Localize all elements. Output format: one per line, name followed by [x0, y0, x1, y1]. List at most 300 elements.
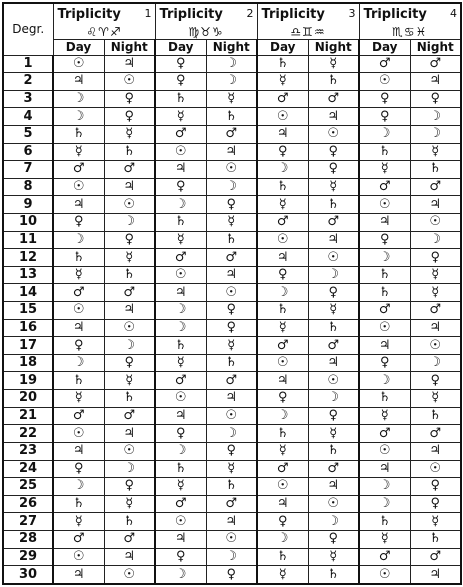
planet-symbol-icon: ☽: [378, 372, 391, 388]
day-ruler-cell: [257, 108, 308, 126]
night-ruler-cell: [104, 425, 155, 443]
planet-symbol-icon: ♄: [174, 337, 187, 353]
day-ruler-cell: [257, 73, 308, 91]
day-ruler-cell: [53, 442, 104, 460]
planet-symbol-icon: ♃: [174, 407, 187, 423]
planet-symbol-icon: ♀: [328, 284, 339, 300]
planet-symbol-icon: ☿: [278, 73, 287, 89]
planet-symbol-icon: ♃: [123, 548, 136, 564]
day-ruler-cell: [155, 354, 206, 372]
night-ruler-cell: [308, 548, 359, 566]
day-ruler-cell: [155, 73, 206, 91]
triplicity-number: 4: [450, 7, 457, 20]
night-ruler-cell: [104, 55, 155, 73]
day-ruler-cell: [257, 407, 308, 425]
night-ruler-cell: [308, 231, 359, 249]
night-ruler-cell: [104, 213, 155, 231]
night-ruler-cell: [410, 566, 461, 584]
planet-symbol-icon: ☿: [176, 478, 185, 494]
planet-symbol-icon: ☉: [327, 126, 340, 142]
day-ruler-cell: [257, 196, 308, 214]
day-ruler-cell: [359, 90, 410, 108]
night-ruler-cell: [308, 266, 359, 284]
day-ruler-cell: [359, 55, 410, 73]
planet-symbol-icon: ☿: [278, 443, 287, 459]
night-ruler-cell: [104, 302, 155, 320]
day-ruler-cell: [155, 55, 206, 73]
night-ruler-cell: [104, 143, 155, 161]
planet-symbol-icon: ☉: [174, 513, 187, 529]
day-ruler-cell: [155, 284, 206, 302]
night-ruler-cell: [410, 390, 461, 408]
night-ruler-cell: [104, 108, 155, 126]
day-ruler-cell: [359, 442, 410, 460]
day-ruler-cell: [359, 249, 410, 267]
planet-symbol-icon: ☉: [123, 73, 136, 89]
planet-symbol-icon: ☿: [74, 513, 83, 529]
planet-symbol-icon: ☉: [276, 108, 289, 124]
planet-symbol-icon: ♄: [123, 513, 136, 529]
planet-symbol-icon: ♄: [276, 548, 289, 564]
planet-symbol-icon: ♃: [72, 73, 85, 89]
planet-symbol-icon: ☉: [123, 566, 136, 582]
day-ruler-cell: [359, 143, 410, 161]
triplicity-signs: ♍♉♑: [188, 24, 224, 39]
day-ruler-cell: [257, 530, 308, 548]
planet-symbol-icon: ☽: [429, 126, 442, 142]
day-ruler-cell: [257, 143, 308, 161]
night-ruler-cell: [410, 161, 461, 179]
day-ruler-cell: [155, 548, 206, 566]
planet-symbol-icon: ♂: [276, 337, 289, 353]
night-ruler-cell: [104, 442, 155, 460]
planet-symbol-icon: ♂: [72, 284, 85, 300]
night-ruler-cell: [206, 108, 257, 126]
night-ruler-cell: [206, 566, 257, 584]
planet-symbol-icon: ☽: [225, 548, 238, 564]
planet-symbol-icon: ♃: [72, 319, 85, 335]
night-ruler-cell: [206, 513, 257, 531]
day-ruler-cell: [257, 513, 308, 531]
planet-symbol-icon: ☽: [378, 249, 391, 265]
night-ruler-cell: [206, 530, 257, 548]
planet-symbol-icon: ☿: [74, 390, 83, 406]
planet-symbol-icon: ☿: [431, 513, 440, 529]
planet-symbol-icon: ☿: [329, 55, 338, 71]
planet-symbol-icon: ♃: [225, 267, 238, 283]
planet-symbol-icon: ☿: [74, 267, 83, 283]
table-row: [3, 425, 461, 443]
day-ruler-cell: [155, 319, 206, 337]
planet-symbol-icon: ☽: [378, 126, 391, 142]
planet-symbol-icon: ♂: [174, 249, 187, 265]
day-ruler-cell: [53, 284, 104, 302]
degree-cell: 5: [3, 125, 53, 143]
planet-symbol-icon: ♂: [123, 161, 136, 177]
degree-cell: 26: [3, 495, 53, 513]
triplicity-title: Triplicity: [363, 7, 427, 22]
planet-symbol-icon: ♀: [124, 355, 135, 371]
planet-symbol-icon: ☉: [378, 73, 391, 89]
night-ruler-cell: [410, 249, 461, 267]
day-ruler-cell: [53, 372, 104, 390]
degree-cell: 2: [3, 73, 53, 91]
planet-symbol-icon: ♂: [378, 55, 391, 71]
day-ruler-cell: [155, 266, 206, 284]
planet-symbol-icon: ♀: [328, 161, 339, 177]
table-row: [3, 566, 461, 584]
planet-symbol-icon: ♃: [123, 302, 136, 318]
day-ruler-cell: [155, 513, 206, 531]
planet-symbol-icon: ♄: [225, 108, 238, 124]
day-ruler-cell: [359, 284, 410, 302]
planet-symbol-icon: ♂: [276, 460, 289, 476]
planet-symbol-icon: ☉: [72, 179, 85, 195]
table-row: [3, 478, 461, 496]
night-ruler-cell: [206, 231, 257, 249]
planet-symbol-icon: ☉: [72, 55, 85, 71]
planet-symbol-icon: ♂: [327, 460, 340, 476]
day-ruler-cell: [359, 372, 410, 390]
night-ruler-cell: [206, 337, 257, 355]
planet-symbol-icon: ♃: [72, 566, 85, 582]
planet-symbol-icon: ☉: [429, 214, 442, 230]
day-ruler-cell: [257, 566, 308, 584]
night-ruler-cell: [206, 73, 257, 91]
planet-symbol-icon: ♄: [276, 55, 289, 71]
planet-symbol-icon: ♄: [123, 390, 136, 406]
night-ruler-cell: [308, 213, 359, 231]
planet-symbol-icon: ☽: [276, 531, 289, 547]
table-row: [3, 284, 461, 302]
day-ruler-cell: [155, 90, 206, 108]
planet-symbol-icon: ☽: [174, 196, 187, 212]
day-ruler-cell: [155, 495, 206, 513]
degree-cell: 17: [3, 337, 53, 355]
planet-symbol-icon: ☽: [225, 179, 238, 195]
table-row: [3, 266, 461, 284]
planet-symbol-icon: ♃: [276, 249, 289, 265]
day-ruler-cell: [53, 196, 104, 214]
night-ruler-cell: [410, 530, 461, 548]
triplicity-table: [2, 2, 462, 585]
planet-symbol-icon: ♂: [429, 548, 442, 564]
night-ruler-cell: [206, 284, 257, 302]
planet-symbol-icon: ♃: [378, 214, 391, 230]
planet-symbol-icon: ♀: [277, 143, 288, 159]
day-ruler-cell: [359, 390, 410, 408]
planet-symbol-icon: ♀: [277, 390, 288, 406]
day-ruler-cell: [53, 161, 104, 179]
planet-symbol-icon: ♀: [430, 372, 441, 388]
night-ruler-cell: [410, 73, 461, 91]
day-ruler-cell: [155, 231, 206, 249]
night-ruler-cell: [206, 372, 257, 390]
planet-symbol-icon: ♄: [72, 496, 85, 512]
planet-symbol-icon: ☉: [72, 302, 85, 318]
night-ruler-cell: [410, 495, 461, 513]
night-ruler-cell: [104, 372, 155, 390]
planet-symbol-icon: ☽: [429, 108, 442, 124]
table-row: [3, 460, 461, 478]
planet-symbol-icon: ☉: [429, 337, 442, 353]
degree-cell: 9: [3, 196, 53, 214]
day-ruler-cell: [359, 125, 410, 143]
planet-symbol-icon: ☿: [278, 566, 287, 582]
day-ruler-cell: [359, 73, 410, 91]
day-ruler-cell: [155, 143, 206, 161]
day-ruler-cell: [359, 460, 410, 478]
planet-symbol-icon: ♄: [378, 267, 391, 283]
planet-symbol-icon: ☽: [72, 231, 85, 247]
planet-symbol-icon: ☿: [125, 496, 134, 512]
planet-symbol-icon: ♀: [328, 531, 339, 547]
day-ruler-cell: [53, 407, 104, 425]
night-ruler-cell: [410, 108, 461, 126]
day-ruler-cell: [155, 390, 206, 408]
planet-symbol-icon: ♃: [123, 55, 136, 71]
day-header: Day: [257, 39, 308, 55]
day-ruler-cell: [53, 319, 104, 337]
planet-symbol-icon: ♀: [175, 179, 186, 195]
table-row: [3, 108, 461, 126]
day-ruler-cell: [359, 108, 410, 126]
planet-symbol-icon: ☉: [72, 548, 85, 564]
planet-symbol-icon: ☉: [378, 566, 391, 582]
triplicity-title: Triplicity: [57, 7, 121, 22]
night-ruler-cell: [308, 390, 359, 408]
night-ruler-cell: [206, 90, 257, 108]
day-ruler-cell: [155, 407, 206, 425]
planet-symbol-icon: ♄: [123, 267, 136, 283]
planet-symbol-icon: ☉: [123, 196, 136, 212]
day-ruler-cell: [53, 495, 104, 513]
night-ruler-cell: [104, 284, 155, 302]
planet-symbol-icon: ♂: [174, 126, 187, 142]
night-ruler-cell: [308, 284, 359, 302]
planet-symbol-icon: ☉: [225, 161, 238, 177]
planet-symbol-icon: ♃: [276, 126, 289, 142]
table-row: [3, 442, 461, 460]
planet-symbol-icon: ☽: [327, 513, 340, 529]
planet-symbol-icon: ♂: [327, 214, 340, 230]
night-ruler-cell: [410, 337, 461, 355]
planet-symbol-icon: ♀: [277, 267, 288, 283]
day-ruler-cell: [155, 213, 206, 231]
night-ruler-cell: [206, 143, 257, 161]
planet-symbol-icon: ♀: [124, 91, 135, 107]
degree-cell: 18: [3, 354, 53, 372]
planet-symbol-icon: ☽: [225, 73, 238, 89]
night-ruler-cell: [410, 548, 461, 566]
planet-symbol-icon: ♃: [225, 390, 238, 406]
degree-cell: 30: [3, 566, 53, 584]
day-ruler-cell: [257, 161, 308, 179]
night-ruler-cell: [308, 337, 359, 355]
planet-symbol-icon: ♀: [379, 91, 390, 107]
day-ruler-cell: [257, 213, 308, 231]
day-ruler-cell: [257, 460, 308, 478]
day-night-header-row: [3, 39, 461, 55]
planet-symbol-icon: ♃: [174, 531, 187, 547]
table-row: [3, 548, 461, 566]
planet-symbol-icon: ♂: [225, 372, 238, 388]
day-ruler-cell: [155, 125, 206, 143]
planet-symbol-icon: ♂: [429, 179, 442, 195]
planet-symbol-icon: ♀: [430, 91, 441, 107]
planet-symbol-icon: ♂: [276, 214, 289, 230]
degree-column-header: Degr.: [3, 3, 53, 55]
planet-symbol-icon: ☽: [276, 284, 289, 300]
day-ruler-cell: [359, 178, 410, 196]
planet-symbol-icon: ♄: [378, 284, 391, 300]
degree-cell: 28: [3, 530, 53, 548]
day-ruler-cell: [359, 213, 410, 231]
night-ruler-cell: [104, 90, 155, 108]
night-header: Night: [308, 39, 359, 55]
planet-symbol-icon: ♂: [276, 91, 289, 107]
planet-symbol-icon: ☿: [380, 531, 389, 547]
planet-symbol-icon: ☉: [123, 319, 136, 335]
degree-cell: 22: [3, 425, 53, 443]
night-ruler-cell: [410, 125, 461, 143]
table-row: [3, 213, 461, 231]
day-ruler-cell: [53, 55, 104, 73]
planet-symbol-icon: ☉: [327, 249, 340, 265]
day-ruler-cell: [53, 548, 104, 566]
night-ruler-cell: [206, 407, 257, 425]
day-ruler-cell: [155, 337, 206, 355]
day-ruler-cell: [53, 231, 104, 249]
night-ruler-cell: [104, 337, 155, 355]
planet-symbol-icon: ♄: [276, 425, 289, 441]
day-ruler-cell: [257, 548, 308, 566]
day-ruler-cell: [359, 407, 410, 425]
planet-symbol-icon: ☽: [72, 478, 85, 494]
day-ruler-cell: [359, 337, 410, 355]
day-ruler-cell: [359, 231, 410, 249]
planet-symbol-icon: ☽: [429, 231, 442, 247]
planet-symbol-icon: ♂: [225, 249, 238, 265]
planet-symbol-icon: ♃: [174, 161, 187, 177]
day-ruler-cell: [53, 530, 104, 548]
night-ruler-cell: [308, 125, 359, 143]
day-ruler-cell: [359, 319, 410, 337]
night-ruler-cell: [104, 390, 155, 408]
day-ruler-cell: [155, 372, 206, 390]
night-ruler-cell: [410, 90, 461, 108]
planet-symbol-icon: ☉: [378, 319, 391, 335]
triplicity-header-4: [359, 3, 461, 39]
day-header: Day: [359, 39, 410, 55]
planet-symbol-icon: ♃: [225, 143, 238, 159]
planet-symbol-icon: ☿: [431, 267, 440, 283]
table-row: [3, 302, 461, 320]
planet-symbol-icon: ♄: [378, 143, 391, 159]
planet-symbol-icon: ♄: [72, 372, 85, 388]
night-ruler-cell: [308, 566, 359, 584]
planet-symbol-icon: ☿: [176, 108, 185, 124]
planet-symbol-icon: ☽: [72, 91, 85, 107]
planet-symbol-icon: ♂: [378, 548, 391, 564]
degree-cell: 27: [3, 513, 53, 531]
night-ruler-cell: [308, 55, 359, 73]
planet-symbol-icon: ♄: [72, 249, 85, 265]
triplicity-number: 1: [144, 7, 152, 20]
night-ruler-cell: [410, 372, 461, 390]
planet-symbol-icon: ☉: [174, 267, 187, 283]
day-ruler-cell: [53, 73, 104, 91]
day-ruler-cell: [53, 125, 104, 143]
day-ruler-cell: [155, 108, 206, 126]
planet-symbol-icon: ♃: [429, 566, 442, 582]
planet-symbol-icon: ☿: [431, 284, 440, 300]
planet-symbol-icon: ♂: [378, 302, 391, 318]
day-ruler-cell: [53, 266, 104, 284]
night-ruler-cell: [104, 354, 155, 372]
night-ruler-cell: [308, 460, 359, 478]
planet-symbol-icon: ♂: [225, 126, 238, 142]
night-ruler-cell: [206, 548, 257, 566]
day-ruler-cell: [359, 266, 410, 284]
planet-symbol-icon: ♄: [174, 91, 187, 107]
day-ruler-cell: [53, 390, 104, 408]
planet-symbol-icon: ☉: [276, 231, 289, 247]
planet-symbol-icon: ♃: [123, 425, 136, 441]
planet-symbol-icon: ☉: [276, 355, 289, 371]
night-ruler-cell: [308, 425, 359, 443]
night-ruler-cell: [410, 196, 461, 214]
night-ruler-cell: [104, 495, 155, 513]
night-ruler-cell: [410, 407, 461, 425]
table-row: [3, 530, 461, 548]
planet-symbol-icon: ☉: [72, 425, 85, 441]
night-ruler-cell: [410, 354, 461, 372]
planet-symbol-icon: ♃: [123, 179, 136, 195]
planet-symbol-icon: ♃: [276, 372, 289, 388]
table-row: [3, 337, 461, 355]
planet-symbol-icon: ♂: [429, 55, 442, 71]
night-ruler-cell: [308, 319, 359, 337]
degree-cell: 11: [3, 231, 53, 249]
day-ruler-cell: [53, 478, 104, 496]
planet-symbol-icon: ♂: [429, 302, 442, 318]
planet-symbol-icon: ♃: [327, 231, 340, 247]
planet-symbol-icon: ☽: [72, 355, 85, 371]
table-body: [3, 55, 461, 584]
night-ruler-cell: [104, 161, 155, 179]
day-ruler-cell: [257, 284, 308, 302]
night-ruler-cell: [104, 125, 155, 143]
planet-symbol-icon: ☽: [276, 407, 289, 423]
day-ruler-cell: [257, 249, 308, 267]
planet-symbol-icon: ♀: [124, 231, 135, 247]
day-ruler-cell: [257, 266, 308, 284]
planet-symbol-icon: ♄: [327, 196, 340, 212]
night-ruler-cell: [308, 354, 359, 372]
degree-cell: 8: [3, 178, 53, 196]
night-ruler-cell: [206, 495, 257, 513]
planet-symbol-icon: ☿: [278, 319, 287, 335]
planet-symbol-icon: ☿: [329, 425, 338, 441]
planet-symbol-icon: ♄: [174, 460, 187, 476]
planet-symbol-icon: ☉: [225, 531, 238, 547]
night-header: Night: [104, 39, 155, 55]
planet-symbol-icon: ☿: [125, 126, 134, 142]
planet-symbol-icon: ♄: [429, 531, 442, 547]
day-ruler-cell: [53, 108, 104, 126]
planet-symbol-icon: ♄: [225, 478, 238, 494]
